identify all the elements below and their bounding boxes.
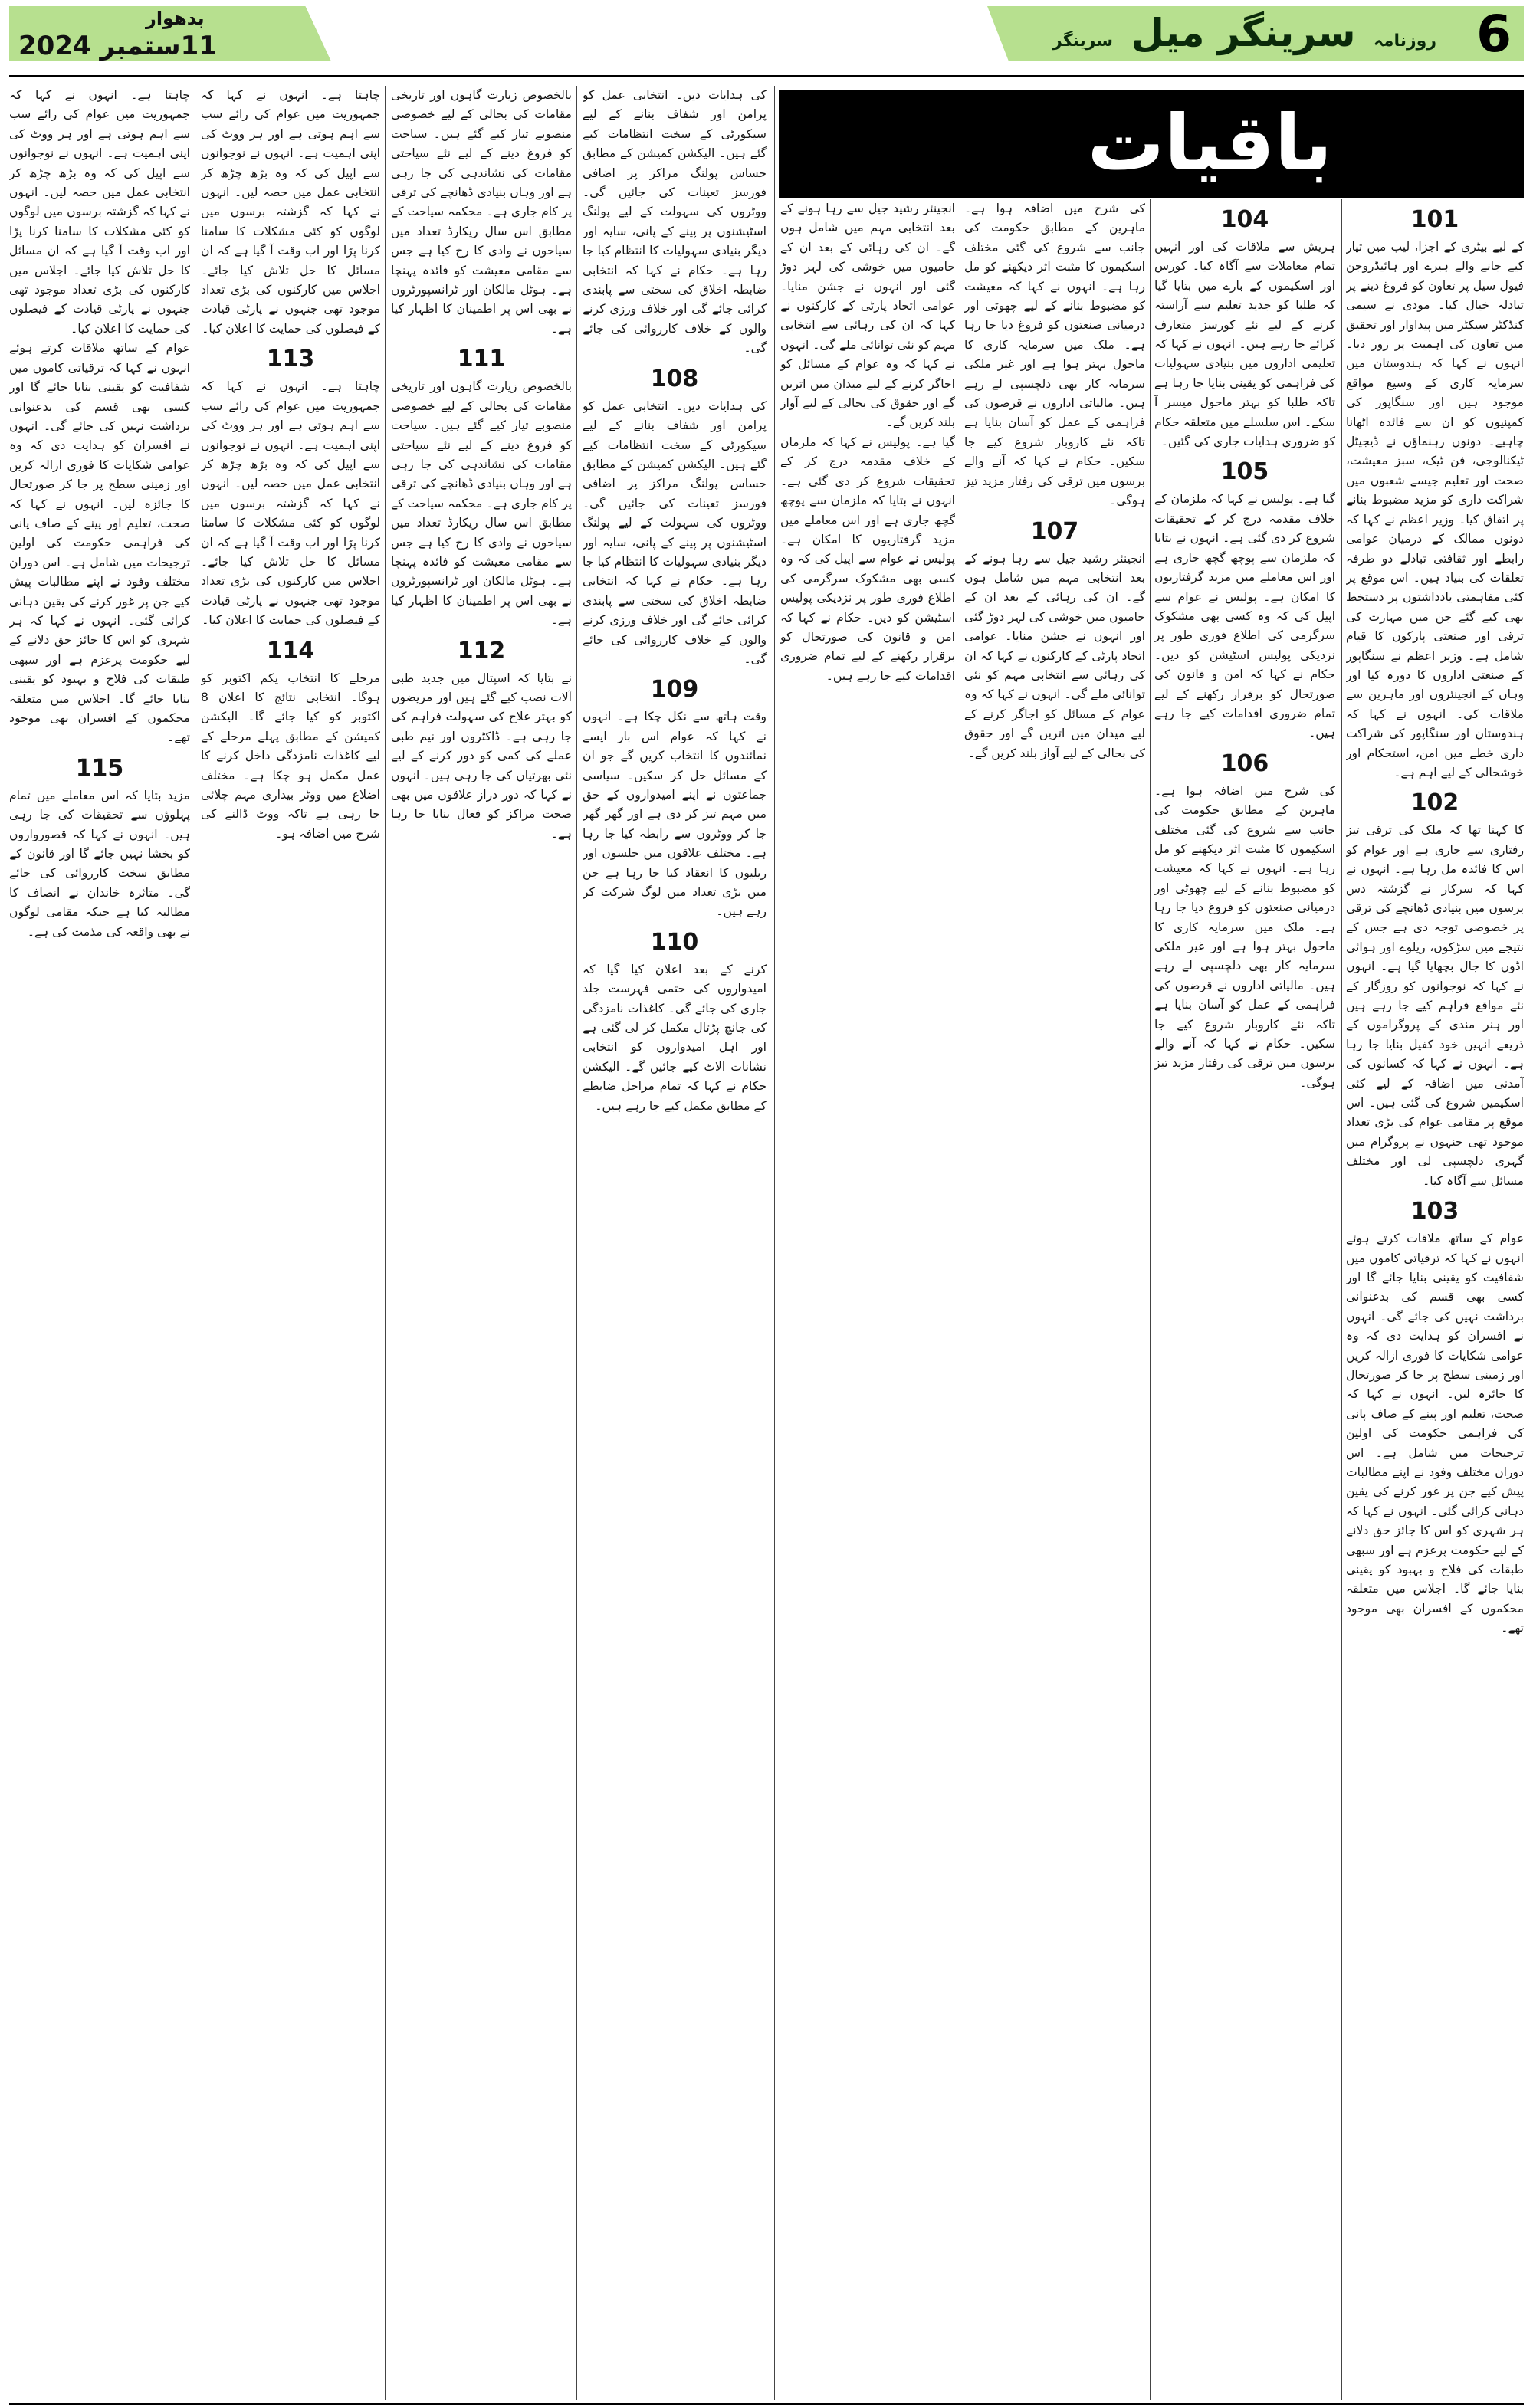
article-text: چاہتا ہے۔ انہوں نے کہا کہ جمہوریت میں عوام کی رائے سب سے اہم ہوتی ہے اور ہر ووٹ کی اپنی اہمیت ہے۔ انہوں نے نوجوانوں سے اپیل کی کہ وہ بڑھ چڑھ کر انتخابی عمل میں حصہ لیں۔ انہوں نے کہا کہ گزشتہ برسوں میں لوگوں کو کئی مشکلات کا سامنا کرنا پڑا اور اب وقت آ گیا ہے کہ ان مسائل کا حل تلاش کیا جائے۔ اجلاس میں کارکنوں کی بڑی تعداد موجود تھی جنہوں نے پارٹی قیادت کے فیصلوں کی حمایت کا اعلان کیا۔ — [9, 88, 190, 336]
section-number: 103 — [1410, 1198, 1459, 1225]
article-text: انجینئر رشید جیل سے رہا ہونے کے بعد انتخابی مہم میں شامل ہوں گے۔ ان کی رہائی کے بعد ان کے حامیوں میں خوشی کی لہر دوڑ گئی اور انہوں نے جشن منایا۔ عوامی اتحاد پارٹی کے کارکنوں نے کہا کہ ان کی رہائی سے انتخابی مہم کو نئی توانائی ملے گی۔ انہوں نے کہا کہ وہ عوام کے مسائل کو اجاگر کرنے کے لیے میدان میں اتریں گے اور حقوق کی بحالی کے لیے آواز بلند کریں گے۔ — [780, 202, 955, 430]
column-4 — [780, 199, 955, 2400]
section-number: 109 — [650, 676, 699, 704]
article-text: کی ہدایات دیں۔ انتخابی عمل کو پرامن اور شفاف بنانے کے لیے سیکورٹی کے سخت انتظامات کیے گئے ہیں۔ الیکشن کمیشن کے مطابق حساس پولنگ مراکز پر اضافی فورسز تعینات کی جائیں گی۔ ووٹروں کی سہولت کے لیے پولنگ اسٹیشنوں پر پینے کے پانی، سایہ اور دیگر بنیادی سہولیات کا انتظام کیا جا رہا ہے۔ حکام نے کہا کہ انتخابی ضابطہ اخلاق کی سختی سے پابندی کرائی جائے گی اور خلاف ورزی کرنے والوں کے خلاف کارروائی کی جائے گی۔ — [583, 399, 766, 666]
section-number: 106 — [1220, 750, 1269, 777]
article-text: کا کہنا تھا کہ ملک کی ترقی تیز رفتاری سے جاری ہے اور عوام کو اس کا فائدہ مل رہا ہے۔ انہوں نے کہا کہ سرکار نے گزشتہ دس برسوں میں بنیادی ڈھانچے کی ترقی پر خصوصی توجہ دی ہے جس کے نتیجے میں سڑکوں، ریلوے اور ہوائی اڈوں کا جال بچھایا گیا ہے۔ انہوں نے کہا کہ نوجوانوں کو روزگار کے نئے مواقع فراہم کیے جا رہے ہیں اور ہنر مندی کے پروگراموں کے ذریعے انہیں خود کفیل بنایا جا رہا ہے۔ انہوں نے کہا کہ کسانوں کی آمدنی میں اضافہ کے لیے کئی اسکیمیں شروع کی گئی ہیں۔ اس موقع پر مقامی عوام کی بڑی تعداد موجود تھی جنہوں نے پروگرام میں گہری دلچسپی لی اور مختلف مسائل سے آگاہ کیا۔ — [1346, 823, 1524, 1188]
article-text: عوام کے ساتھ ملاقات کرتے ہوئے انہوں نے کہا کہ ترقیاتی کاموں میں شفافیت کو یقینی بنایا جائے گا اور کسی بھی قسم کی بدعنوانی برداشت نہیں کی جائے گی۔ انہوں نے افسران کو ہدایت دی کہ وہ عوامی شکایات کا فوری ازالہ کریں اور زمینی سطح پر جا کر صورتحال کا جائزہ لیں۔ انہوں نے کہا کہ صحت، تعلیم اور پینے کے صاف پانی کی فراہمی حکومت کی اولین ترجیحات میں شامل ہے۔ اس دوران مختلف وفود نے اپنے مطالبات پیش کیے جن پر غور کرنے کی یقین دہانی کرائی گئی۔ انہوں نے کہا کہ ہر شہری کو اس کا جائز حق دلانے کے لیے حکومت پرعزم ہے اور سبھی طبقات کی فلاح و بہبود کو یقینی بنایا جائے گا۔ اجلاس میں متعلقہ محکموں کے افسران بھی موجود تھے۔ — [1346, 1232, 1524, 1635]
page-number: 6 — [1476, 5, 1512, 64]
masthead-city: سرینگر — [1052, 31, 1114, 51]
footer-rule — [9, 2403, 1524, 2405]
masthead — [1048, 11, 1441, 55]
banner-title: باقیات — [1087, 98, 1332, 188]
section-number: 101 — [1410, 206, 1459, 233]
page-header — [0, 0, 1533, 72]
article-text: گیا ہے۔ پولیس نے کہا کہ ملزمان کے خلاف مقدمہ درج کر کے تحقیقات شروع کر دی گئی ہے۔ انہوں نے بتایا کہ ملزمان سے پوچھ گچھ جاری ہے اور اس معاملے میں مزید گرفتاریوں کا امکان ہے۔ پولیس نے عوام سے اپیل کی کہ وہ کسی بھی مشکوک سرگرمی کی اطلاع فوری طور پر نزدیکی پولیس اسٹیشن کو دیں۔ حکام نے کہا کہ امن و قانون کی صورتحال کو برقرار رکھنے کے لیے تمام ضروری اقدامات کیے جا رہے ہیں۔ — [1154, 492, 1335, 740]
masthead-prefix: روزنامہ — [1373, 31, 1436, 51]
section-number: 115 — [75, 754, 124, 782]
column-3 — [964, 199, 1145, 2400]
column-8 — [9, 86, 190, 2400]
section-number: 104 — [1220, 206, 1269, 233]
article-text: مرحلے کا انتخاب یکم اکتوبر کو ہوگا۔ انتخابی نتائج کا اعلان 8 اکتوبر کو کیا جائے گا۔ الیکشن کمیشن کے مطابق پہلے مرحلے کے لیے کاغذات نامزدگی داخل کرنے کا عمل مکمل ہو چکا ہے۔ مختلف اضلاع میں ووٹر بیداری مہم چلائی جا رہی ہے تاکہ ووٹ ڈالنے کی شرح میں اضافہ ہو۔ — [201, 671, 380, 841]
column-divider — [385, 86, 386, 2400]
section-number: 110 — [650, 928, 699, 956]
column-7 — [201, 86, 380, 2400]
section-number: 108 — [650, 365, 699, 392]
column-divider — [1341, 199, 1342, 2400]
article-text: کرنے کے بعد اعلان کیا گیا کہ امیدواروں کی حتمی فہرست جلد جاری کی جائے گی۔ کاغذات نامزدگی کی جانچ پڑتال مکمل کر لی گئی ہے اور اہل امیدواروں کو انتخابی نشانات الاٹ کیے جائیں گے۔ الیکشن حکام نے کہا کہ تمام مراحل ضابطے کے مطابق مکمل کیے جا رہے ہیں۔ — [583, 962, 766, 1113]
article-text: کی شرح میں اضافہ ہوا ہے۔ ماہرین کے مطابق حکومت کی جانب سے شروع کی گئی مختلف اسکیموں کا مثبت اثر دیکھنے کو مل رہا ہے۔ انہوں نے کہا کہ معیشت کو مضبوط بنانے کے لیے چھوٹی اور درمیانی صنعتوں کو فروغ دیا جا رہا ہے۔ ملک میں سرمایہ کاری کا ماحول بہتر ہوا ہے اور غیر ملکی سرمایہ کار بھی دلچسپی لے رہے ہیں۔ مالیاتی اداروں نے قرضوں کی فراہمی کے عمل کو آسان بنایا ہے تاکہ نئے کاروبار شروع کیے جا سکیں۔ حکام نے کہا کہ آنے والے برسوں میں ترقی کی رفتار مزید تیز ہوگی۔ — [964, 202, 1145, 508]
article-text: ہریش سے ملاقات کی اور انہیں تمام معاملات سے آگاہ کیا۔ کورس اور اسکیموں کے بارے میں بتایا گیا کہ طلبا کو جدید تعلیم سے آراستہ کرنے کے لیے نئے کورسز متعارف کرائے جا رہے ہیں۔ انہوں نے کہا کہ تعلیمی اداروں میں بنیادی سہولیات کی فراہمی کو یقینی بنایا جا رہا ہے تاکہ طلبا کو بہتر ماحول میسر آ سکے۔ اس سلسلے میں متعلقہ حکام کو ضروری ہدایات جاری کی گئیں۔ — [1154, 240, 1335, 449]
section-number: 107 — [1030, 517, 1079, 545]
article-text: بالخصوص زیارت گاہوں اور تاریخی مقامات کی بحالی کے لیے خصوصی منصوبے تیار کیے گئے ہیں۔ سیاحت کو فروغ دینے کے لیے نئے سیاحتی مقامات کی نشاندہی کی جا رہی ہے اور وہاں بنیادی ڈھانچے کی ترقی پر کام جاری ہے۔ محکمہ سیاحت کے مطابق اس سال ریکارڈ تعداد میں سیاحوں نے وادی کا رخ کیا ہے جس سے مقامی معیشت کو فائدہ پہنچا ہے۔ ہوٹل مالکان اور ٹرانسپورٹروں نے بھی اس پر اطمینان کا اظہار کیا ہے۔ — [391, 88, 572, 336]
column-2 — [1154, 199, 1335, 2400]
article-text: وقت ہاتھ سے نکل چکا ہے۔ انہوں نے کہا کہ عوام اس بار ایسے نمائندوں کا انتخاب کریں گے جو ان کے مسائل حل کر سکیں۔ سیاسی جماعتوں نے اپنے امیدواروں کے حق میں مہم تیز کر دی ہے اور گھر گھر جا کر ووٹروں سے رابطہ کیا جا رہا ہے۔ مختلف علاقوں میں جلسوں اور ریلیوں کا انعقاد کیا جا رہا ہے جن میں بڑی تعداد میں لوگ شرکت کر رہے ہیں۔ — [583, 710, 766, 919]
header-rule — [9, 75, 1524, 77]
column-divider — [774, 86, 775, 2400]
column-divider — [576, 86, 577, 2400]
article-text: عوام کے ساتھ ملاقات کرتے ہوئے انہوں نے کہا کہ ترقیاتی کاموں میں شفافیت کو یقینی بنایا جائے گا اور کسی بھی قسم کی بدعنوانی برداشت نہیں کی جائے گی۔ انہوں نے افسران کو ہدایت دی کہ وہ عوامی شکایات کا فوری ازالہ کریں اور زمینی سطح پر جا کر صورتحال کا جائزہ لیں۔ انہوں نے کہا کہ صحت، تعلیم اور پینے کے صاف پانی کی فراہمی حکومت کی اولین ترجیحات میں شامل ہے۔ اس دوران مختلف وفود نے اپنے مطالبات پیش کیے جن پر غور کرنے کی یقین دہانی کرائی گئی۔ انہوں نے کہا کہ ہر شہری کو اس کا جائز حق دلانے کے لیے حکومت پرعزم ہے اور سبھی طبقات کی فلاح و بہبود کو یقینی بنایا جائے گا۔ اجلاس میں متعلقہ محکموں کے افسران بھی موجود تھے۔ — [9, 341, 190, 745]
column-divider — [1150, 199, 1151, 2400]
issue-date: 11ستمبر 2024 — [18, 31, 217, 61]
column-6 — [391, 86, 572, 2400]
column-5 — [583, 86, 766, 2400]
article-text: کی شرح میں اضافہ ہوا ہے۔ ماہرین کے مطابق حکومت کی جانب سے شروع کی گئی مختلف اسکیموں کا مثبت اثر دیکھنے کو مل رہا ہے۔ انہوں نے کہا کہ معیشت کو مضبوط بنانے کے لیے چھوٹی اور درمیانی صنعتوں کو فروغ دیا جا رہا ہے۔ ملک میں سرمایہ کاری کا ماحول بہتر ہوا ہے اور غیر ملکی سرمایہ کار بھی دلچسپی لے رہے ہیں۔ مالیاتی اداروں نے قرضوں کی فراہمی کے عمل کو آسان بنایا ہے تاکہ نئے کاروبار شروع کیے جا سکیں۔ حکام نے کہا کہ آنے والے برسوں میں ترقی کی رفتار مزید تیز ہوگی۔ — [1154, 783, 1335, 1090]
section-number: 102 — [1410, 789, 1459, 817]
section-banner — [779, 90, 1524, 198]
masthead-title: سرینگر میل — [1131, 11, 1356, 55]
article-text: کے لیے بیٹری کے اجزا، لیب میں تیار کیے جانے والے ہیرے اور ہائیڈروجن فیول سیل پر تعاون کو فروغ دینے پر تبادلہ خیال کیا۔ مودی نے سیمی کنڈکٹر سیکٹر میں پیداوار اور تحقیق میں تعاون کی اہمیت پر زور دیا۔ انہوں نے کہا کہ ہندوستان میں سرمایہ کاری کے وسیع مواقع موجود ہیں اور سنگاپور کی کمپنیوں کو ان سے فائدہ اٹھانا چاہیے۔ دونوں رہنماؤں نے ڈیجیٹل ٹیکنالوجی، فن ٹیک، سبز معیشت، صحت اور تعلیم جیسے شعبوں میں شراکت داری کو مزید مضبوط بنانے پر اتفاق کیا۔ وزیر اعظم نے کہا کہ دونوں ممالک کے درمیان عوامی رابطے اور ثقافتی تبادلے دو طرفہ تعلقات کی بنیاد ہیں۔ اس موقع پر کئی مفاہمتی یادداشتوں پر دستخط بھی کیے گئے جن میں مہارت کی ترقی اور صنعتی پارکوں کا قیام شامل ہے۔ وزیر اعظم نے سنگاپور کے صنعتی اداروں کا دورہ کیا اور وہاں کے انجینئروں اور ماہرین سے ملاقات کی۔ انہوں نے کہا کہ ہندوستان اور سنگاپور کی شراکت داری خطے میں امن، استحکام اور خوشحالی کے لیے اہم ہے۔ — [1346, 240, 1524, 779]
weekday: بدھوار — [146, 8, 205, 29]
article-text: انجینئر رشید جیل سے رہا ہونے کے بعد انتخابی مہم میں شامل ہوں گے۔ ان کی رہائی کے بعد ان کے حامیوں میں خوشی کی لہر دوڑ گئی اور انہوں نے جشن منایا۔ عوامی اتحاد پارٹی کے کارکنوں نے کہا کہ ان کی رہائی سے انتخابی مہم کو نئی توانائی ملے گی۔ انہوں نے کہا کہ وہ عوام کے مسائل کو اجاگر کرنے کے لیے میدان میں اتریں گے اور حقوق کی بحالی کے لیے آواز بلند کریں گے۔ — [964, 551, 1145, 760]
section-number: 112 — [457, 637, 506, 664]
article-text: کی ہدایات دیں۔ انتخابی عمل کو پرامن اور شفاف بنانے کے لیے سیکورٹی کے سخت انتظامات کیے گئے ہیں۔ الیکشن کمیشن کے مطابق حساس پولنگ مراکز پر اضافی فورسز تعینات کی جائیں گی۔ ووٹروں کی سہولت کے لیے پولنگ اسٹیشنوں پر پینے کے پانی، سایہ اور دیگر بنیادی سہولیات کا انتظام کیا جا رہا ہے۔ حکام نے کہا کہ انتخابی ضابطہ اخلاق کی سختی سے پابندی کرائی جائے گی اور خلاف ورزی کرنے والوں کے خلاف کارروائی کی جائے گی۔ — [583, 88, 766, 356]
article-text: مزید بتایا کہ اس معاملے میں تمام پہلوؤں سے تحقیقات کی جا رہی ہیں۔ انہوں نے کہا کہ قصورواروں کو بخشا نہیں جائے گا اور قانون کے مطابق سخت کارروائی کی جائے گی۔ متاثرہ خاندان نے انصاف کا مطالبہ کیا ہے جبکہ مقامی لوگوں نے بھی واقعہ کی مذمت کی ہے۔ — [9, 788, 190, 939]
section-number: 111 — [457, 346, 506, 373]
article-text: چاہتا ہے۔ انہوں نے کہا کہ جمہوریت میں عوام کی رائے سب سے اہم ہوتی ہے اور ہر ووٹ کی اپنی اہمیت ہے۔ انہوں نے نوجوانوں سے اپیل کی کہ وہ بڑھ چڑھ کر انتخابی عمل میں حصہ لیں۔ انہوں نے کہا کہ گزشتہ برسوں میں لوگوں کو کئی مشکلات کا سامنا کرنا پڑا اور اب وقت آ گیا ہے کہ ان مسائل کا حل تلاش کیا جائے۔ اجلاس میں کارکنوں کی بڑی تعداد موجود تھی جنہوں نے پارٹی قیادت کے فیصلوں کی حمایت کا اعلان کیا۔ — [201, 88, 380, 336]
article-text: گیا ہے۔ پولیس نے کہا کہ ملزمان کے خلاف مقدمہ درج کر کے تحقیقات شروع کر دی گئی ہے۔ انہوں نے بتایا کہ ملزمان سے پوچھ گچھ جاری ہے اور اس معاملے میں مزید گرفتاریوں کا امکان ہے۔ پولیس نے عوام سے اپیل کی کہ وہ کسی بھی مشکوک سرگرمی کی اطلاع فوری طور پر نزدیکی پولیس اسٹیشن کو دیں۔ حکام نے کہا کہ امن و قانون کی صورتحال کو برقرار رکھنے کے لیے تمام ضروری اقدامات کیے جا رہے ہیں۔ — [780, 435, 955, 683]
section-number: 105 — [1220, 458, 1269, 486]
article-text: نے بتایا کہ اسپتال میں جدید طبی آلات نصب کیے گئے ہیں اور مریضوں کو بہتر علاج کی سہولت فراہم کی جا رہی ہے۔ ڈاکٹروں اور نیم طبی عملے کی کمی کو دور کرنے کے لیے نئی بھرتیاں کی جا رہی ہیں۔ انہوں نے کہا کہ دور دراز علاقوں میں بھی صحت مراکز کو فعال بنایا جا رہا ہے۔ — [391, 671, 572, 841]
section-number: 113 — [266, 346, 315, 373]
section-number: 114 — [266, 637, 315, 664]
column-1 — [1346, 199, 1524, 2400]
article-text: چاہتا ہے۔ انہوں نے کہا کہ جمہوریت میں عوام کی رائے سب سے اہم ہوتی ہے اور ہر ووٹ کی اپنی اہمیت ہے۔ انہوں نے نوجوانوں سے اپیل کی کہ وہ بڑھ چڑھ کر انتخابی عمل میں حصہ لیں۔ انہوں نے کہا کہ گزشتہ برسوں میں لوگوں کو کئی مشکلات کا سامنا کرنا پڑا اور اب وقت آ گیا ہے کہ ان مسائل کا حل تلاش کیا جائے۔ اجلاس میں کارکنوں کی بڑی تعداد موجود تھی جنہوں نے پارٹی قیادت کے فیصلوں کی حمایت کا اعلان کیا۔ — [201, 379, 380, 628]
article-text: بالخصوص زیارت گاہوں اور تاریخی مقامات کی بحالی کے لیے خصوصی منصوبے تیار کیے گئے ہیں۔ سیاحت کو فروغ دینے کے لیے نئے سیاحتی مقامات کی نشاندہی کی جا رہی ہے اور وہاں بنیادی ڈھانچے کی ترقی پر کام جاری ہے۔ محکمہ سیاحت کے مطابق اس سال ریکارڈ تعداد میں سیاحوں نے وادی کا رخ کیا ہے جس سے مقامی معیشت کو فائدہ پہنچا ہے۔ ہوٹل مالکان اور ٹرانسپورٹروں نے بھی اس پر اطمینان کا اظہار کیا ہے۔ — [391, 379, 572, 628]
